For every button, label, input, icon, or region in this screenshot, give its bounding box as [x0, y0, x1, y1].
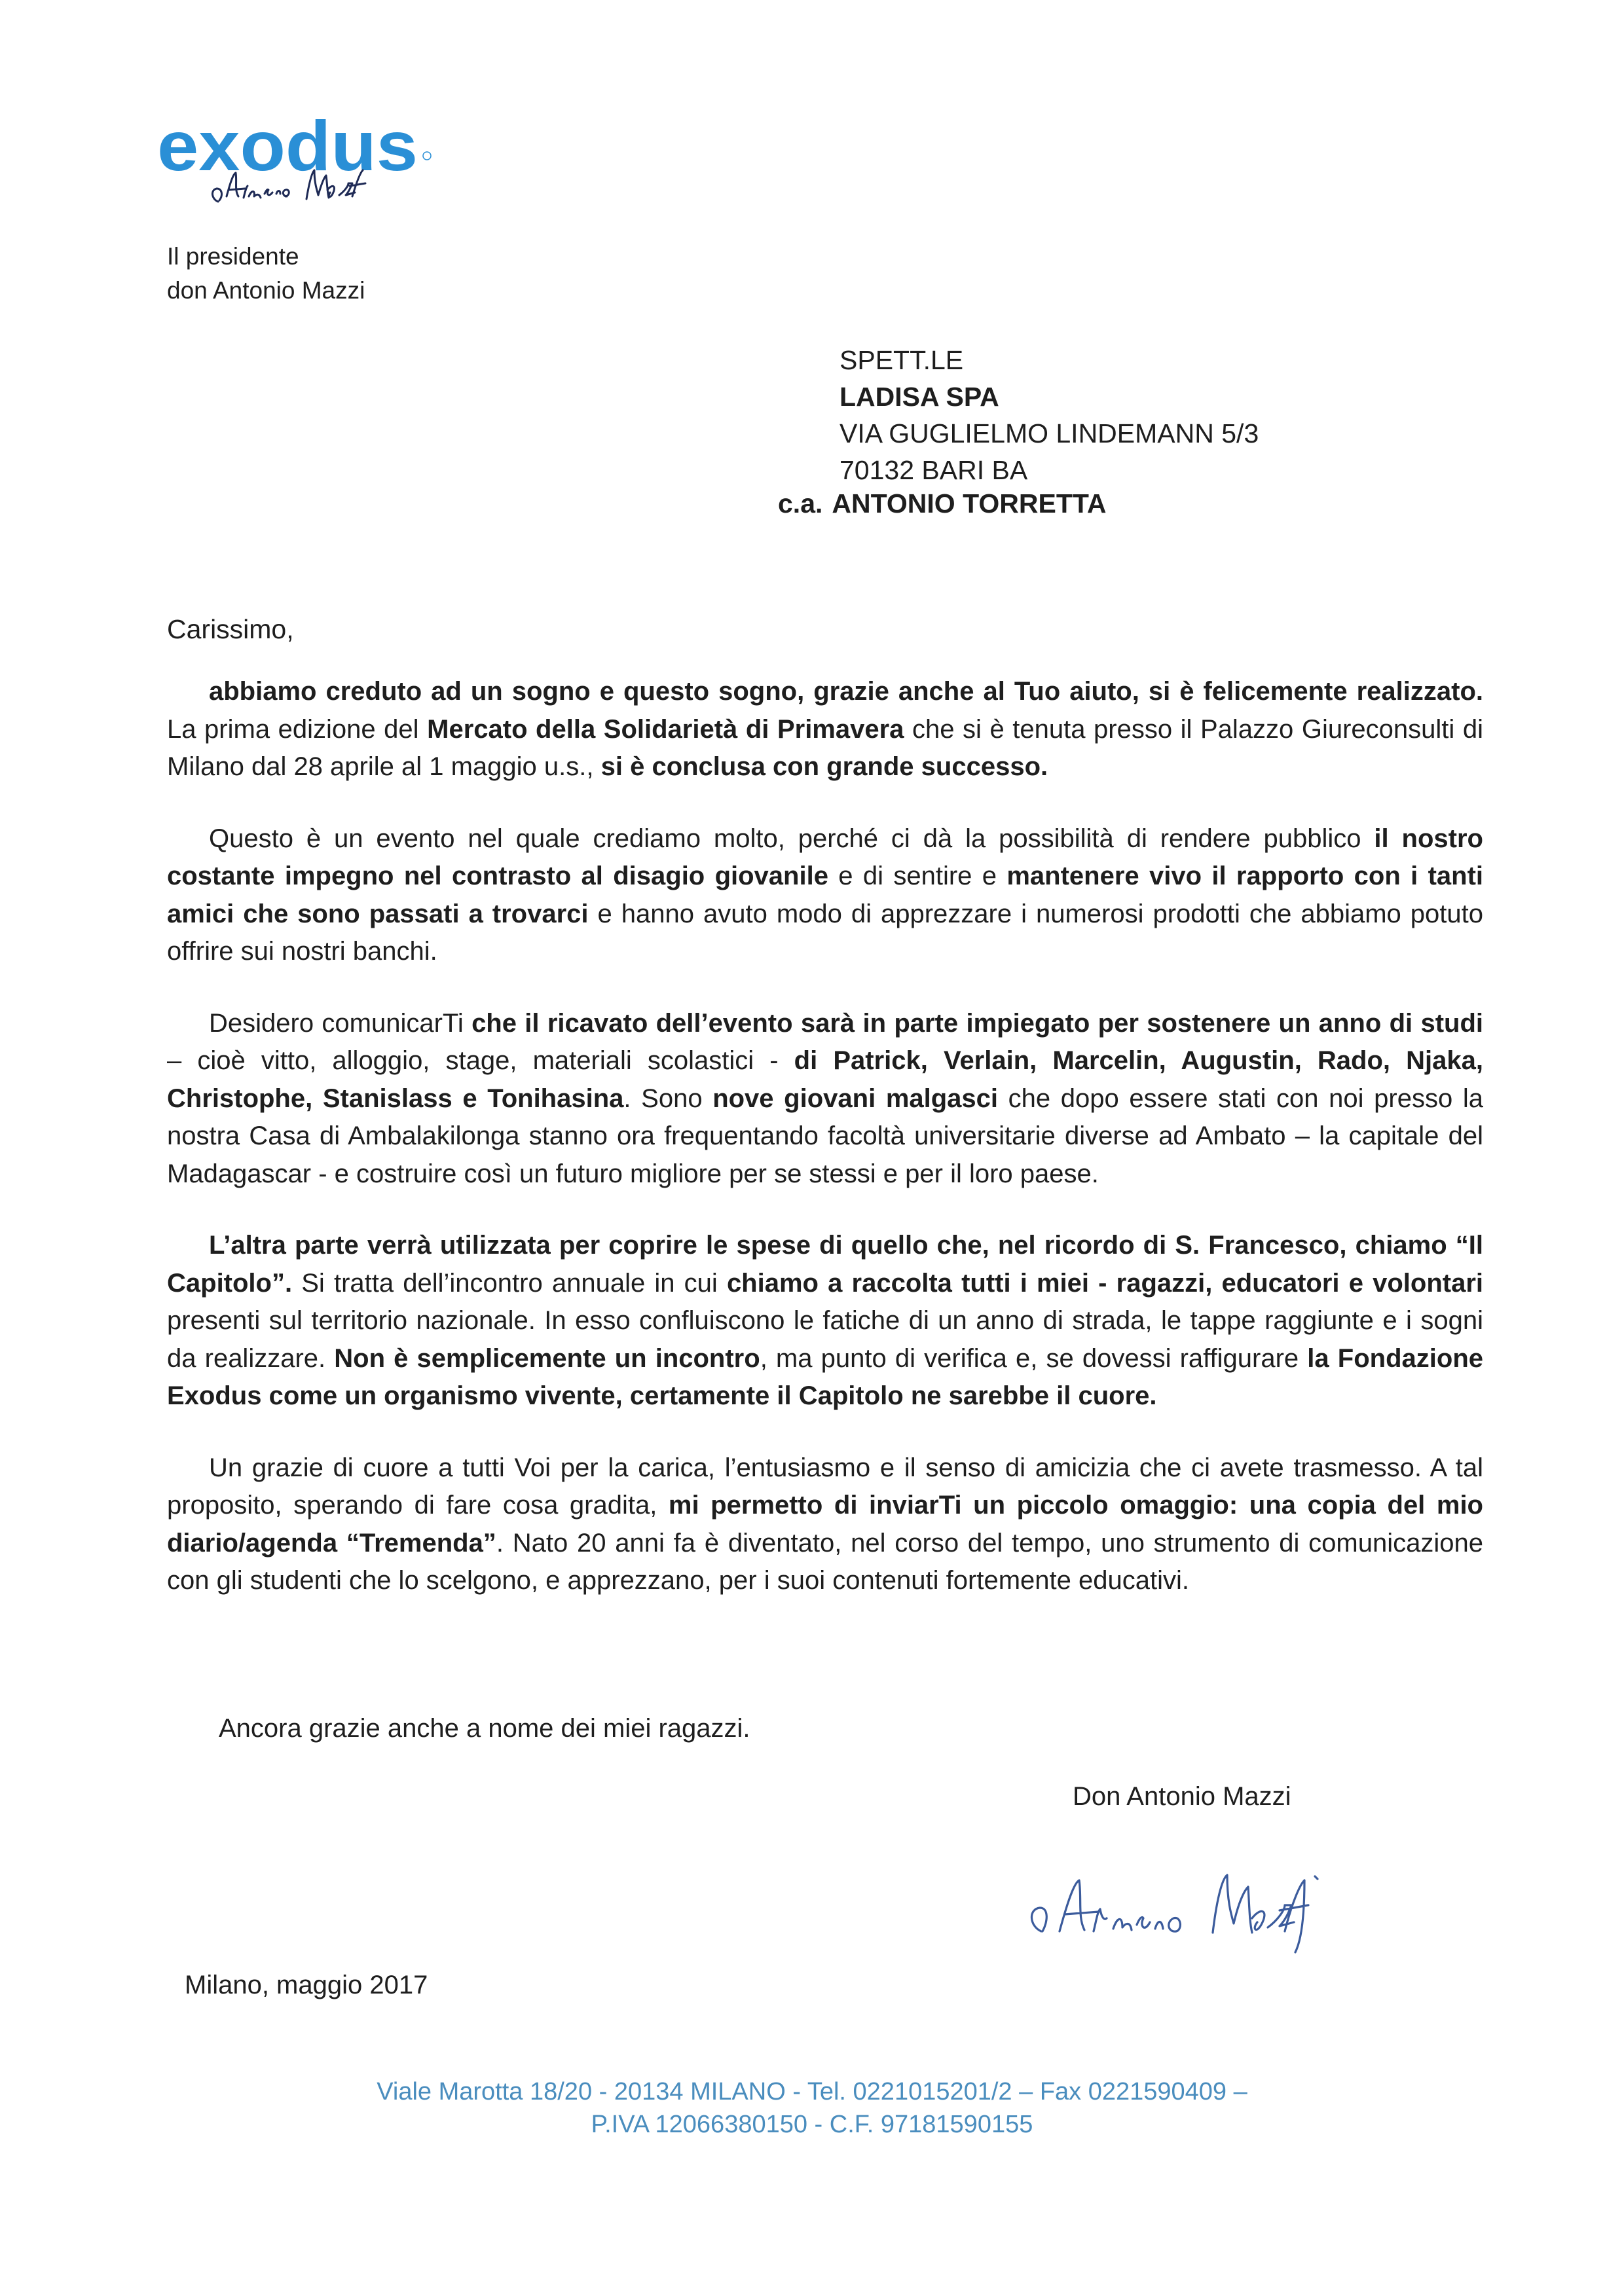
footer-address [0, 2075, 1624, 2141]
bold-text-run: mantenere vivo il rapporto con i tanti amici che sono passati a trovarci [167, 862, 1484, 928]
bold-text-run: mi permetto di inviarTi un piccolo omaggio: una copia del mio diario/agenda “Tremenda” [167, 1491, 1483, 1558]
place-date: Milano, maggio 2017 [185, 1971, 428, 1999]
text-run: che dopo essere stati con noi presso la nostra Casa di Ambalakilonga stanno ora frequentando facoltà universitarie diverse ad Ambato – la capitale del Madagascar - e costruire così un futuro migliore per se stessi e per il loro paese. [167, 1084, 1483, 1188]
text-run: e di sentire e [828, 862, 1007, 890]
salutation: Carissimo, [167, 614, 294, 644]
svg-text:exodus: exodus [157, 106, 418, 185]
attention-label: c.a. [778, 488, 823, 519]
bold-text-run: Non è semplicemente un incontro [334, 1343, 760, 1373]
text-run: Un grazie di cuore a tutti Voi per la carica, l’entusiasmo e il senso di amicizia che ci avete trasmesso. A tal proposito, sperando di fare cosa gradita, [167, 1453, 1483, 1520]
text-run: . Nato 20 anni fa è diventato, nel corso del tempo, uno strumento di comunicazione con gli studenti che lo scelgono, e apprezzano, per i suoi contenuti fortemente educativi. [167, 1528, 1483, 1595]
signature-name: Don Antonio Mazzi [1073, 1782, 1291, 1811]
letter-paragraph [167, 820, 1483, 971]
bold-text-run: si è conclusa con grande successo. [600, 752, 1048, 781]
bold-text-run: che il ricavato dell’evento sarà in parte impiegato per sostenere un anno di studi [471, 1008, 1483, 1038]
recipient-address [840, 342, 1259, 488]
sender-role: Il presidente [167, 243, 299, 270]
recipient-line1: SPETT.LE [840, 345, 964, 375]
exodus-logo [156, 98, 470, 223]
bold-text-run: il nostro costante impegno nel contrasto al disagio giovanile [167, 824, 1483, 890]
letter-paragraph [167, 1227, 1483, 1415]
closing-line: Ancora grazie anche a nome dei miei ragazzi. [219, 1714, 750, 1743]
text-run: – cioè vitto, alloggio, stage, materiali scolastici - [167, 1046, 794, 1075]
text-run: La prima edizione del [167, 714, 428, 744]
text-run: Questo è un evento nel quale crediamo molto, perché ci dà la possibilità di rendere pubblico [209, 824, 1375, 853]
bold-text-run: chiamo a raccolta tutti i miei - ragazzi, educatori e volontari [726, 1268, 1483, 1298]
text-run: Desidero comunicarTi [209, 1008, 472, 1038]
letter-body [167, 673, 1483, 1634]
letter-paragraph [167, 1005, 1483, 1194]
recipient-company: LADISA SPA [840, 382, 999, 412]
sender-block [167, 240, 365, 308]
text-run: . Sono [623, 1084, 713, 1113]
text-run: che si è tenuta presso il Palazzo Giureconsulti di Milano dal 28 aprile al 1 maggio u.s., [167, 714, 1483, 781]
handwritten-signature [1022, 1833, 1362, 1977]
text-run: Si tratta dell’incontro annuale in cui [292, 1268, 727, 1298]
bold-text-run: abbiamo creduto ad un sogno e questo sogno, grazie anche al Tuo aiuto, si è felicemente realizzato. [209, 677, 1483, 706]
text-run: e hanno avuto modo di apprezzare i numerosi prodotti che abbiamo potuto offrire sui nostri banchi. [167, 899, 1483, 966]
text-run: , ma punto di verifica e, se dovessi raffigurare [760, 1343, 1308, 1373]
footer-line1: Viale Marotta 18/20 - 20134 MILANO - Tel. 0221015201/2 – Fax 0221590409 – [377, 2078, 1247, 2105]
footer-line2: P.IVA 12066380150 - C.F. 97181590155 [591, 2111, 1033, 2138]
bold-text-run: L’altra parte verrà utilizzata per coprire le spese di quello che, nel ricordo di S. Francesco, chiamo “Il Capitolo”. [167, 1231, 1483, 1298]
sender-name: don Antonio Mazzi [167, 277, 365, 304]
bold-text-run: Mercato della Solidarietà di Primavera [427, 714, 904, 744]
text-run: presenti sul territorio nazionale. In esso confluiscono le fatiche di un anno di strada, le tappe raggiunte e i sogni da realizzare. [167, 1306, 1483, 1373]
recipient-street: VIA GUGLIELMO LINDEMANN 5/3 [840, 418, 1259, 448]
bold-text-run: di Patrick, Verlain, Marcelin, Augustin, Rado, Njaka, Christophe, Stanislass e Tonihasina [167, 1046, 1483, 1113]
letter-paragraph [167, 673, 1483, 786]
letter-paragraph [167, 1449, 1483, 1600]
attention-line [778, 488, 1107, 519]
recipient-city: 70132 BARI BA [840, 455, 1028, 485]
bold-text-run: nove giovani malgasci [712, 1084, 999, 1113]
attention-name: ANTONIO TORRETTA [832, 488, 1107, 519]
bold-text-run: la Fondazione Exodus come un organismo vivente, certamente il Capitolo ne sarebbe il cuore. [167, 1343, 1483, 1410]
